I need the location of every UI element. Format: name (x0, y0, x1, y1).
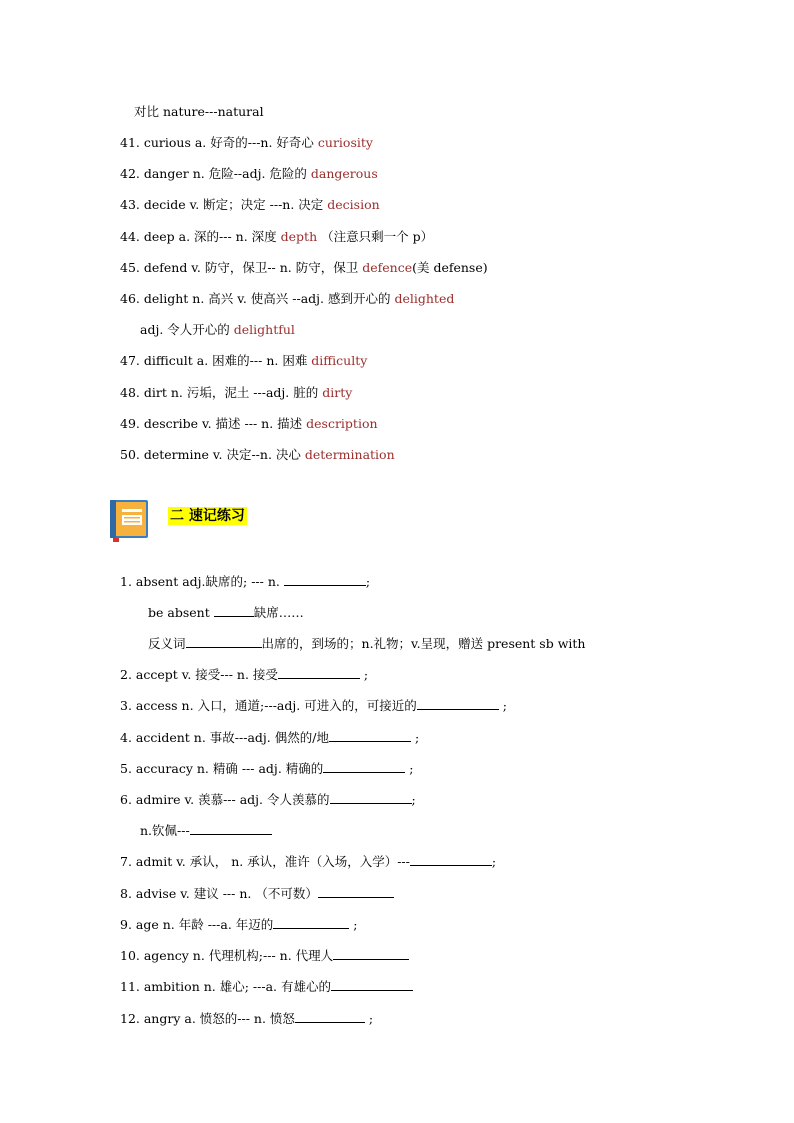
vocab-line: 44. deep a. 深的--- n. 深度 depth （注意只剩一个 p） (120, 229, 434, 244)
answer-blank[interactable] (318, 885, 394, 898)
answer-blank[interactable] (284, 573, 366, 586)
vocab-line: 50. determine v. 决定--n. 决心 determination (120, 447, 395, 462)
answer-blank[interactable] (410, 853, 492, 866)
exercise-line: 3. access n. 入口，通道;---adj. 可进入的，可接近的 ; (120, 698, 507, 713)
vocab-line: 43. decide v. 断定；决定 ---n. 决定 decision (120, 197, 380, 212)
vocab-line: 49. describe v. 描述 --- n. 描述 description (120, 416, 378, 431)
exercise-line: 11. ambition n. 雄心; ---a. 有雄心的 (120, 978, 413, 995)
exercise-line: 反义词 出席的，到场的；n.礼物；v.呈现，赠送 present sb with (148, 636, 586, 651)
vocab-line: 对比 nature---natural (134, 104, 264, 119)
answer-blank[interactable] (214, 604, 254, 617)
vocab-line: 47. difficult a. 困难的--- n. 困难 difficulty (120, 353, 368, 368)
exercise-line: 2. accept v. 接受--- n. 接受 ; (120, 667, 369, 682)
exercise-line: 12. angry a. 愤怒的--- n. 愤怒 ; (120, 1011, 374, 1026)
answer-blank[interactable] (323, 760, 405, 773)
section-title: 二 速记练习 (170, 508, 245, 524)
notebook-icon (108, 498, 150, 542)
section-header (108, 498, 408, 542)
exercise-line: 1. absent adj.缺席的; --- n. ; (120, 574, 371, 589)
vocab-line: 46. delight n. 高兴 v. 使高兴 --adj. 感到开心的 delighted (120, 291, 455, 306)
exercise-line: 9. age n. 年龄 ---a. 年迈的 ; (120, 917, 358, 932)
answer-blank[interactable] (295, 1010, 365, 1023)
exercise-line: 10. agency n. 代理机构;--- n. 代理人 (120, 947, 409, 964)
vocab-line: 48. dirt n. 污垢，泥土 ---adj. 脏的 dirty (120, 385, 353, 400)
answer-blank[interactable] (330, 791, 412, 804)
answer-blank[interactable] (329, 729, 411, 742)
vocab-line: 45. defend v. 防守，保卫-- n. 防守，保卫 defence(美 defense) (120, 260, 488, 275)
exercise-line: 5. accuracy n. 精确 --- adj. 精确的 ; (120, 761, 414, 776)
exercise-line: 8. advise v. 建议 --- n. （不可数） (120, 885, 394, 902)
vocab-line: 42. danger n. 危险--adj. 危险的 dangerous (120, 166, 378, 181)
answer-blank[interactable] (190, 822, 272, 835)
exercise-line: 6. admire v. 羡慕--- adj. 令人羡慕的 ; (120, 792, 416, 807)
answer-blank[interactable] (186, 635, 262, 648)
answer-blank[interactable] (278, 666, 360, 679)
vocab-line: 41. curious a. 好奇的---n. 好奇心 curiosity (120, 135, 373, 150)
answer-blank[interactable] (331, 978, 413, 991)
answer-blank[interactable] (273, 916, 349, 929)
exercise-line: 7. admit v. 承认， n. 承认，准许（入场，入学）--- ; (120, 854, 497, 869)
answer-blank[interactable] (333, 947, 409, 960)
exercise-line: 4. accident n. 事故---adj. 偶然的/地 ; (120, 730, 420, 745)
exercise-line: be absent 缺席…… (148, 605, 304, 620)
exercise-line: n.钦佩--- (140, 822, 272, 839)
vocab-line: adj. 令人开心的 delightful (140, 322, 295, 337)
answer-blank[interactable] (417, 697, 499, 710)
